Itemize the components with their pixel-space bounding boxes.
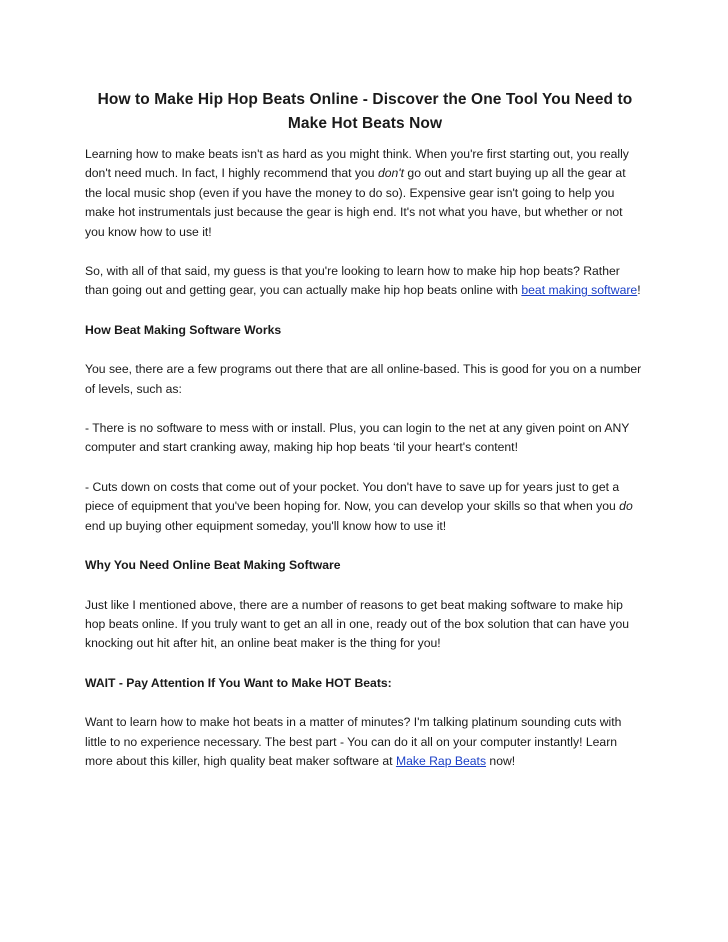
article-title: How to Make Hip Hop Beats Online - Discover the One Tool You Need to Make Hot Beats Now	[97, 91, 633, 132]
paragraph-gear	[85, 262, 645, 301]
paragraph-reasons: Just like I mentioned above, there are a number of reasons to get beat making software to make hip hop beats online. If you truly want to get an all in one, ready out of the box solution that can have you knocking out hit after hit, an online beat maker is the thing for you!	[85, 597, 630, 651]
paragraph-gear-text: So, with all of that said, my guess is that you're looking to learn how to make hip hop beats? Rather than going out and getting gear, you can actually make hip hop beats online with	[85, 264, 620, 298]
bullet-costs	[85, 478, 645, 536]
section-heading-why: Why You Need Online Beat Making Software	[85, 558, 341, 573]
paragraph-cta-end: now!	[486, 753, 516, 768]
paragraph-cta	[85, 713, 645, 771]
bullet-costs-emphasis: do	[619, 499, 633, 514]
bullet-no-install: - There is no software to mess with or install. Plus, you can login to the net at any given point on ANY computer and start cranking away, making hip hop beats ‘til your heart's content!	[85, 421, 630, 455]
make-rap-beats-link[interactable]: Make Rap Beats	[395, 753, 487, 768]
paragraph-cta-text: Want to learn how to make hot beats in a matter of minutes? I'm talking platinum sounding cuts with little to no experience necessary. The best part - You can do it all on your computer instantly! Learn more about this killer, high quality beat maker software at	[85, 715, 622, 768]
section-heading-wait: WAIT - Pay Attention If You Want to Make HOT Beats:	[85, 675, 392, 690]
intro-text-end: go out and start buying up all the gear at the local music shop (even if you have the money to do so). Expensive gear isn't going to help you make hot instrumentals just because the gear is high end. It's not what you have, but whether or not you know how to use it!	[85, 166, 626, 239]
paragraph-programs: You see, there are a few programs out there that are all online-based. This is good for you on a number of levels, such as:	[85, 362, 642, 396]
intro-emphasis: don't	[377, 166, 405, 181]
intro-paragraph	[85, 145, 645, 242]
section-heading-how-it-works: How Beat Making Software Works	[85, 322, 282, 337]
bullet-costs-end: end up buying other equipment someday, you'll know how to use it!	[85, 518, 447, 533]
bullet-costs-text: - Cuts down on costs that come out of your pocket. You don't have to save up for years just to get a piece of equipment that you've been hoping for. Now, you can develop your skills so that when you	[85, 479, 620, 514]
paragraph-gear-end: !	[637, 283, 641, 298]
document-page	[85, 88, 645, 791]
beat-making-software-link[interactable]: beat making software	[521, 283, 638, 298]
intro-text-start: Learning how to make beats isn't as hard as you might think. When you're first starting out, you really don't need much. In fact, I highly recommend that you	[85, 147, 629, 181]
